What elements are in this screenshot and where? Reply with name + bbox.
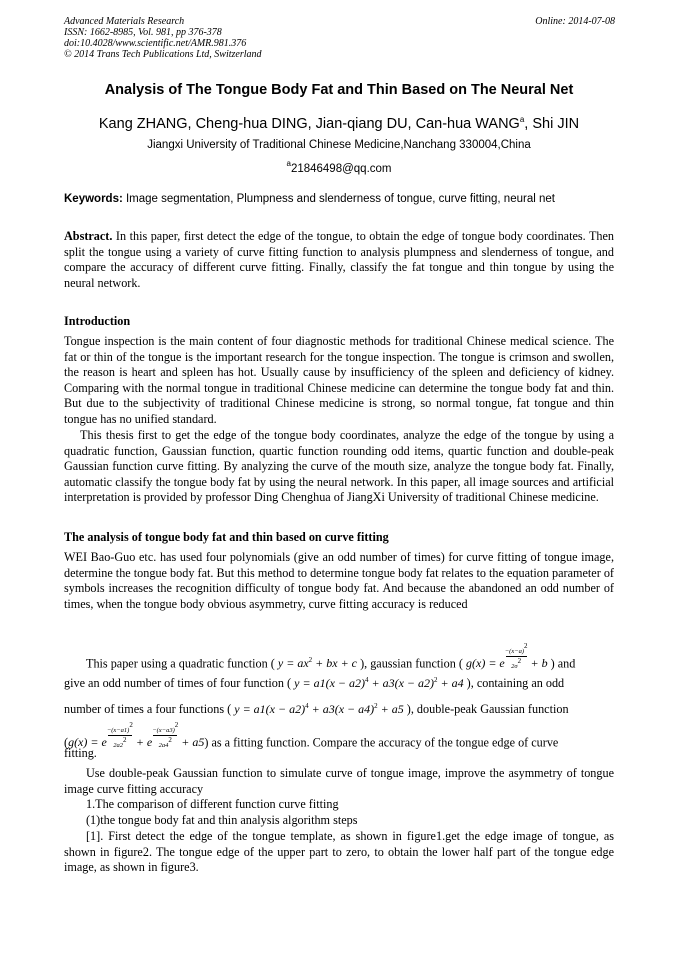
author-names: Kang ZHANG, Cheng-hua DING, Jian-qiang DU, Can-hua WANG [98,116,520,132]
author-affil-mark: a [519,115,525,124]
keywords-label: Keywords: [64,193,123,205]
issn: ISSN: 1662-8985, Vol. 981, pp 376-378 [64,27,222,38]
copyright: © 2014 Trans Tech Publications Ltd, Switzerland [64,49,262,60]
section-paragraph-3 [64,766,614,797]
email-mark: a [286,159,291,168]
double-gaussian-formula: g(x) = e $\frac{-(x-a1)^2}{2a2^2}$ + e $\frac{-(x-a3)^2}{2a4^2}$ + a5 [68,721,205,750]
affiliation: Jiangxi University of Traditional Chinese Medicine,Nanchang 330004,China [147,139,531,151]
author-names-last: , Shi JIN [524,116,580,132]
list-item-2-text: (1)the tongue body fat and thin analysis algorithm steps [86,813,358,827]
section-paragraph-4 [64,829,614,876]
gaussian-formula: g(x) = e $\frac{-(x-a)^2}{2\sigma^2}$ + b [466,642,548,671]
quadratic-formula: $y = ax^2$ + bx + c [277,656,358,671]
authors [0,115,678,132]
quartic-even-formula: $y = a1(x - a2)^4 + a3(x - a2)^2 + a4$ [294,676,464,690]
math-line-3 [64,702,616,717]
intro-paragraph-2 [64,428,614,506]
math-line-2-a: give an odd number of times of four function ( [64,676,292,690]
intro-heading: Introduction [64,314,131,328]
abstract-label: Abstract. [64,229,113,243]
abstract-text: In this paper, first detect the edge of the tongue, to obtain the edge of tongue body coordinates. Then split the tongue using a variety of curve fitting function to analysis plumpness and slenderness of tongue, and compare the accuracy of different curve fitting. Finally, classify the fat tongue and thin tongue by using the neural network. [64,229,614,290]
keywords [64,193,616,205]
section-paragraph-3-text: Use double-peak Gaussian function to simulate curve of tongue image, improve the asymmetry of tongue image curve fitting accuracy [64,766,614,796]
section-heading: The analysis of tongue body fat and thin based on curve fitting [64,530,389,544]
math-line-1-b: ), gaussian function ( [360,656,463,671]
online-date: Online: 2014-07-08 [535,16,615,27]
keywords-text: Image segmentation, Plumpness and slenderness of tongue, curve fitting, neural net [122,193,555,205]
math-line-1 [64,642,616,679]
intro-paragraph-2-text: This thesis first to get the edge of the tongue body coordinates, analyze the edge of the tongue by using a quadratic function, Gaussian function, quartic function rounding odd items, quartic function and double-peak Gaussian function curve fitting. By analyzing the curve of the mouth size, analyze the tongue body fat. Finally, automatic classify the tongue body fat by using the neural network. In this paper, all image sources and artificial interpretation is provided by professor Ding Chenghua of JiangXi University of traditional Chinese medicine. [64,428,614,505]
journal-name: Advanced Materials Research [64,16,185,27]
quartic-formula: $y = a1(x - a2)^4 + a3(x - a4)^2 + a5$ [234,702,404,716]
section-paragraph-1: WEI Bao-Guo etc. has used four polynomials (give an odd number of times) for curve fitting of tongue image, determine the tongue body fat. But this method to determine tongue body fat relates to the equation parameter of symbols increases the recognition difficulty of tongue body fat. And because the abandoned an odd number of times, when the tongue body obvious asymmetry, curve fitting accuracy is reduced [64,550,614,611]
math-line-2-b: ), containing an odd [466,676,565,690]
journal-header [64,16,262,60]
intro-paragraph-1: Tongue inspection is the main content of four diagnostic methods for traditional Chinese medical science. The fat or thin of the tongue is the important research for the tongue inspection. The tongue is crimson and swollen, the reason is heart and spleen has hot. Usually cause by insufficiency of the spleen and deficiency of kidney. Comparing with the normal tongue in traditional Chinese medicine can determine the tongue body fat and thin. But due to the subjectivity of traditional Chinese medicine is strong, so normal tongue, fat tongue and thin tongue has no unified standard. [64,334,614,426]
email-address: 21846498@qq.com [290,163,392,175]
doi: doi:10.4028/www.scientific.net/AMR.981.376 [64,38,247,49]
math-line-1-c: ) and [550,656,576,671]
list-item-1-text: 1.The comparison of different function curve fitting [86,797,339,811]
paper-title: Analysis of The Tongue Body Fat and Thin Based on The Neural Net [104,82,574,98]
list-item-2 [64,813,614,829]
math-line-1-a: This paper using a quadratic function ( [86,656,275,671]
math-line-2 [64,676,616,691]
math-line-4-a: ( [64,735,69,750]
section-paragraph-4-text: [1]. First detect the edge of the tongue template, as shown in figure1.get the edge image of tongue, as shown in figure2. The tongue edge of the upper part to zero, to obtain the lower half part of the tongue edge image, as shown in figure3. [64,829,614,875]
math-line-4-b: ) as a fitting function. Compare the accuracy of the tongue edge of curve [204,735,559,750]
math-line-3-b: ), double-peak Gaussian function [406,702,569,716]
abstract [64,229,614,291]
math-line-3-a: number of times a four functions ( [64,702,232,716]
list-item-1 [64,797,614,813]
email [0,159,678,175]
math-line-5: fitting. [64,746,97,760]
